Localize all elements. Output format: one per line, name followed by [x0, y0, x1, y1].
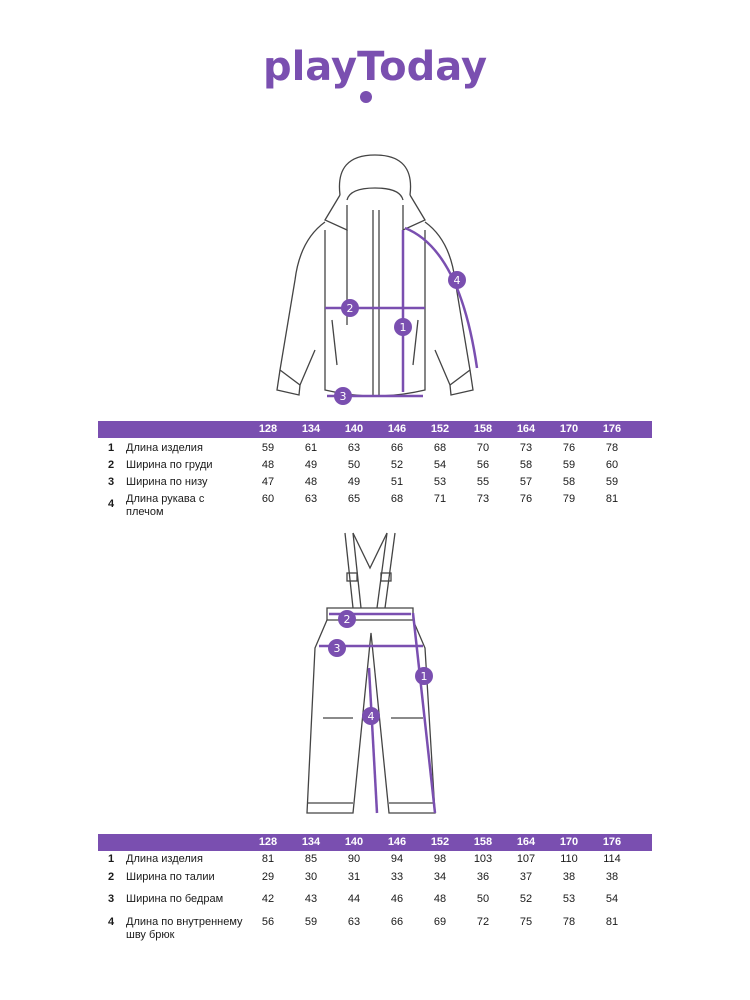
svg-text:4: 4 — [453, 274, 461, 287]
size-value: 43 — [304, 893, 318, 905]
size-value: 59 — [304, 916, 318, 928]
size-value: 63 — [347, 916, 361, 928]
brand-logo-text: playToday — [262, 44, 488, 90]
size-value: 52 — [519, 893, 533, 905]
size-header: 134 — [301, 423, 321, 435]
row-number: 2 — [108, 871, 115, 883]
row-number: 4 — [108, 916, 115, 928]
size-header: 152 — [430, 836, 450, 848]
size-header: 158 — [473, 836, 493, 848]
table-row — [98, 476, 652, 492]
size-value: 73 — [476, 493, 490, 505]
size-value: 79 — [562, 493, 576, 505]
pants-size-table — [98, 834, 652, 941]
row-label: Ширина по груди — [126, 459, 213, 471]
svg-text:1: 1 — [420, 670, 428, 683]
table-header — [98, 834, 652, 851]
size-value: 66 — [390, 916, 404, 928]
size-value: 53 — [562, 893, 576, 905]
size-value: 98 — [433, 853, 447, 865]
row-number: 2 — [108, 459, 115, 471]
size-value: 107 — [516, 853, 536, 865]
svg-text:3: 3 — [339, 390, 347, 403]
size-value: 54 — [433, 459, 447, 471]
size-value: 94 — [390, 853, 404, 865]
size-value: 53 — [433, 476, 447, 488]
svg-text:3: 3 — [333, 642, 341, 655]
row-label: Длина изделия — [126, 442, 203, 454]
size-header: 128 — [258, 423, 278, 435]
table-row — [98, 871, 652, 887]
size-value: 78 — [605, 442, 619, 454]
size-value: 55 — [476, 476, 490, 488]
size-value: 44 — [347, 893, 361, 905]
size-value: 52 — [390, 459, 404, 471]
row-number: 1 — [108, 442, 115, 454]
size-value: 54 — [605, 893, 619, 905]
size-value: 73 — [519, 442, 533, 454]
size-value: 81 — [261, 853, 275, 865]
row-number: 3 — [108, 476, 115, 488]
jacket-size-table — [98, 421, 652, 518]
table-row — [98, 459, 652, 475]
table-header — [98, 421, 652, 438]
size-value: 59 — [605, 476, 619, 488]
table-row — [98, 442, 652, 458]
svg-text:1: 1 — [399, 321, 407, 334]
size-value: 81 — [605, 916, 619, 928]
size-value: 68 — [433, 442, 447, 454]
pants-callouts — [328, 610, 433, 725]
size-value: 90 — [347, 853, 361, 865]
size-header: 158 — [473, 423, 493, 435]
svg-text:4: 4 — [367, 710, 375, 723]
size-header: 152 — [430, 423, 450, 435]
size-header: 176 — [602, 423, 622, 435]
size-value: 36 — [476, 871, 490, 883]
size-value: 34 — [433, 871, 447, 883]
size-header: 146 — [387, 836, 407, 848]
size-value: 50 — [476, 893, 490, 905]
size-value: 85 — [304, 853, 318, 865]
size-value: 69 — [433, 916, 447, 928]
size-value: 59 — [261, 442, 275, 454]
row-label: Длина изделия — [126, 853, 203, 865]
size-value: 58 — [562, 476, 576, 488]
size-value: 60 — [605, 459, 619, 471]
row-number: 3 — [108, 893, 115, 905]
row-number: 4 — [108, 498, 115, 510]
size-header: 134 — [301, 836, 321, 848]
size-value: 61 — [304, 442, 318, 454]
size-value: 46 — [390, 893, 404, 905]
size-value: 63 — [304, 493, 318, 505]
size-value: 103 — [473, 853, 493, 865]
size-value: 49 — [347, 476, 361, 488]
size-value: 76 — [519, 493, 533, 505]
row-label: Ширина по низу — [126, 476, 208, 488]
size-value: 65 — [347, 493, 361, 505]
size-value: 48 — [261, 459, 275, 471]
size-value: 58 — [519, 459, 533, 471]
size-value: 38 — [562, 871, 576, 883]
row-label: Ширина по талии — [126, 871, 215, 883]
size-value: 38 — [605, 871, 619, 883]
brand-logo — [0, 40, 750, 110]
size-value: 42 — [261, 893, 275, 905]
row-number: 1 — [108, 853, 115, 865]
size-value: 48 — [433, 893, 447, 905]
row-label: Длина по внутреннему шву брюк — [126, 916, 243, 941]
size-value: 76 — [562, 442, 576, 454]
size-value: 56 — [476, 459, 490, 471]
size-value: 63 — [347, 442, 361, 454]
table-row — [98, 853, 652, 869]
size-value: 72 — [476, 916, 490, 928]
row-label: Длина рукава с плечом — [126, 493, 205, 518]
table-row — [98, 893, 652, 909]
jacket-diagram — [255, 150, 495, 410]
size-value: 59 — [562, 459, 576, 471]
jacket-callouts — [334, 271, 466, 405]
pants-diagram — [295, 528, 455, 818]
size-header: 176 — [602, 836, 622, 848]
size-header: 170 — [559, 836, 579, 848]
svg-text:2: 2 — [346, 302, 354, 315]
size-header: 140 — [344, 423, 364, 435]
size-value: 66 — [390, 442, 404, 454]
table-row — [98, 916, 652, 958]
size-header: 140 — [344, 836, 364, 848]
table-row — [98, 493, 652, 521]
size-value: 29 — [261, 871, 275, 883]
brand-logo-dot — [360, 91, 372, 103]
size-value: 37 — [519, 871, 533, 883]
size-value: 114 — [603, 853, 621, 865]
size-header: 146 — [387, 423, 407, 435]
size-value: 81 — [605, 493, 619, 505]
size-value: 60 — [261, 493, 275, 505]
size-value: 30 — [304, 871, 318, 883]
size-value: 33 — [390, 871, 404, 883]
size-value: 110 — [560, 853, 578, 865]
size-value: 47 — [261, 476, 275, 488]
svg-text:2: 2 — [343, 613, 351, 626]
size-value: 48 — [304, 476, 318, 488]
size-value: 78 — [562, 916, 576, 928]
size-value: 75 — [519, 916, 533, 928]
size-value: 50 — [347, 459, 361, 471]
size-value: 70 — [476, 442, 490, 454]
size-value: 71 — [433, 493, 447, 505]
size-value: 57 — [519, 476, 533, 488]
row-label: Ширина по бедрам — [126, 893, 224, 905]
size-header: 128 — [258, 836, 278, 848]
size-value: 51 — [390, 476, 404, 488]
size-header: 164 — [516, 423, 536, 435]
size-header: 164 — [516, 836, 536, 848]
size-value: 31 — [347, 871, 361, 883]
size-value: 49 — [304, 459, 318, 471]
size-header: 170 — [559, 423, 579, 435]
size-value: 68 — [390, 493, 404, 505]
size-value: 56 — [261, 916, 275, 928]
